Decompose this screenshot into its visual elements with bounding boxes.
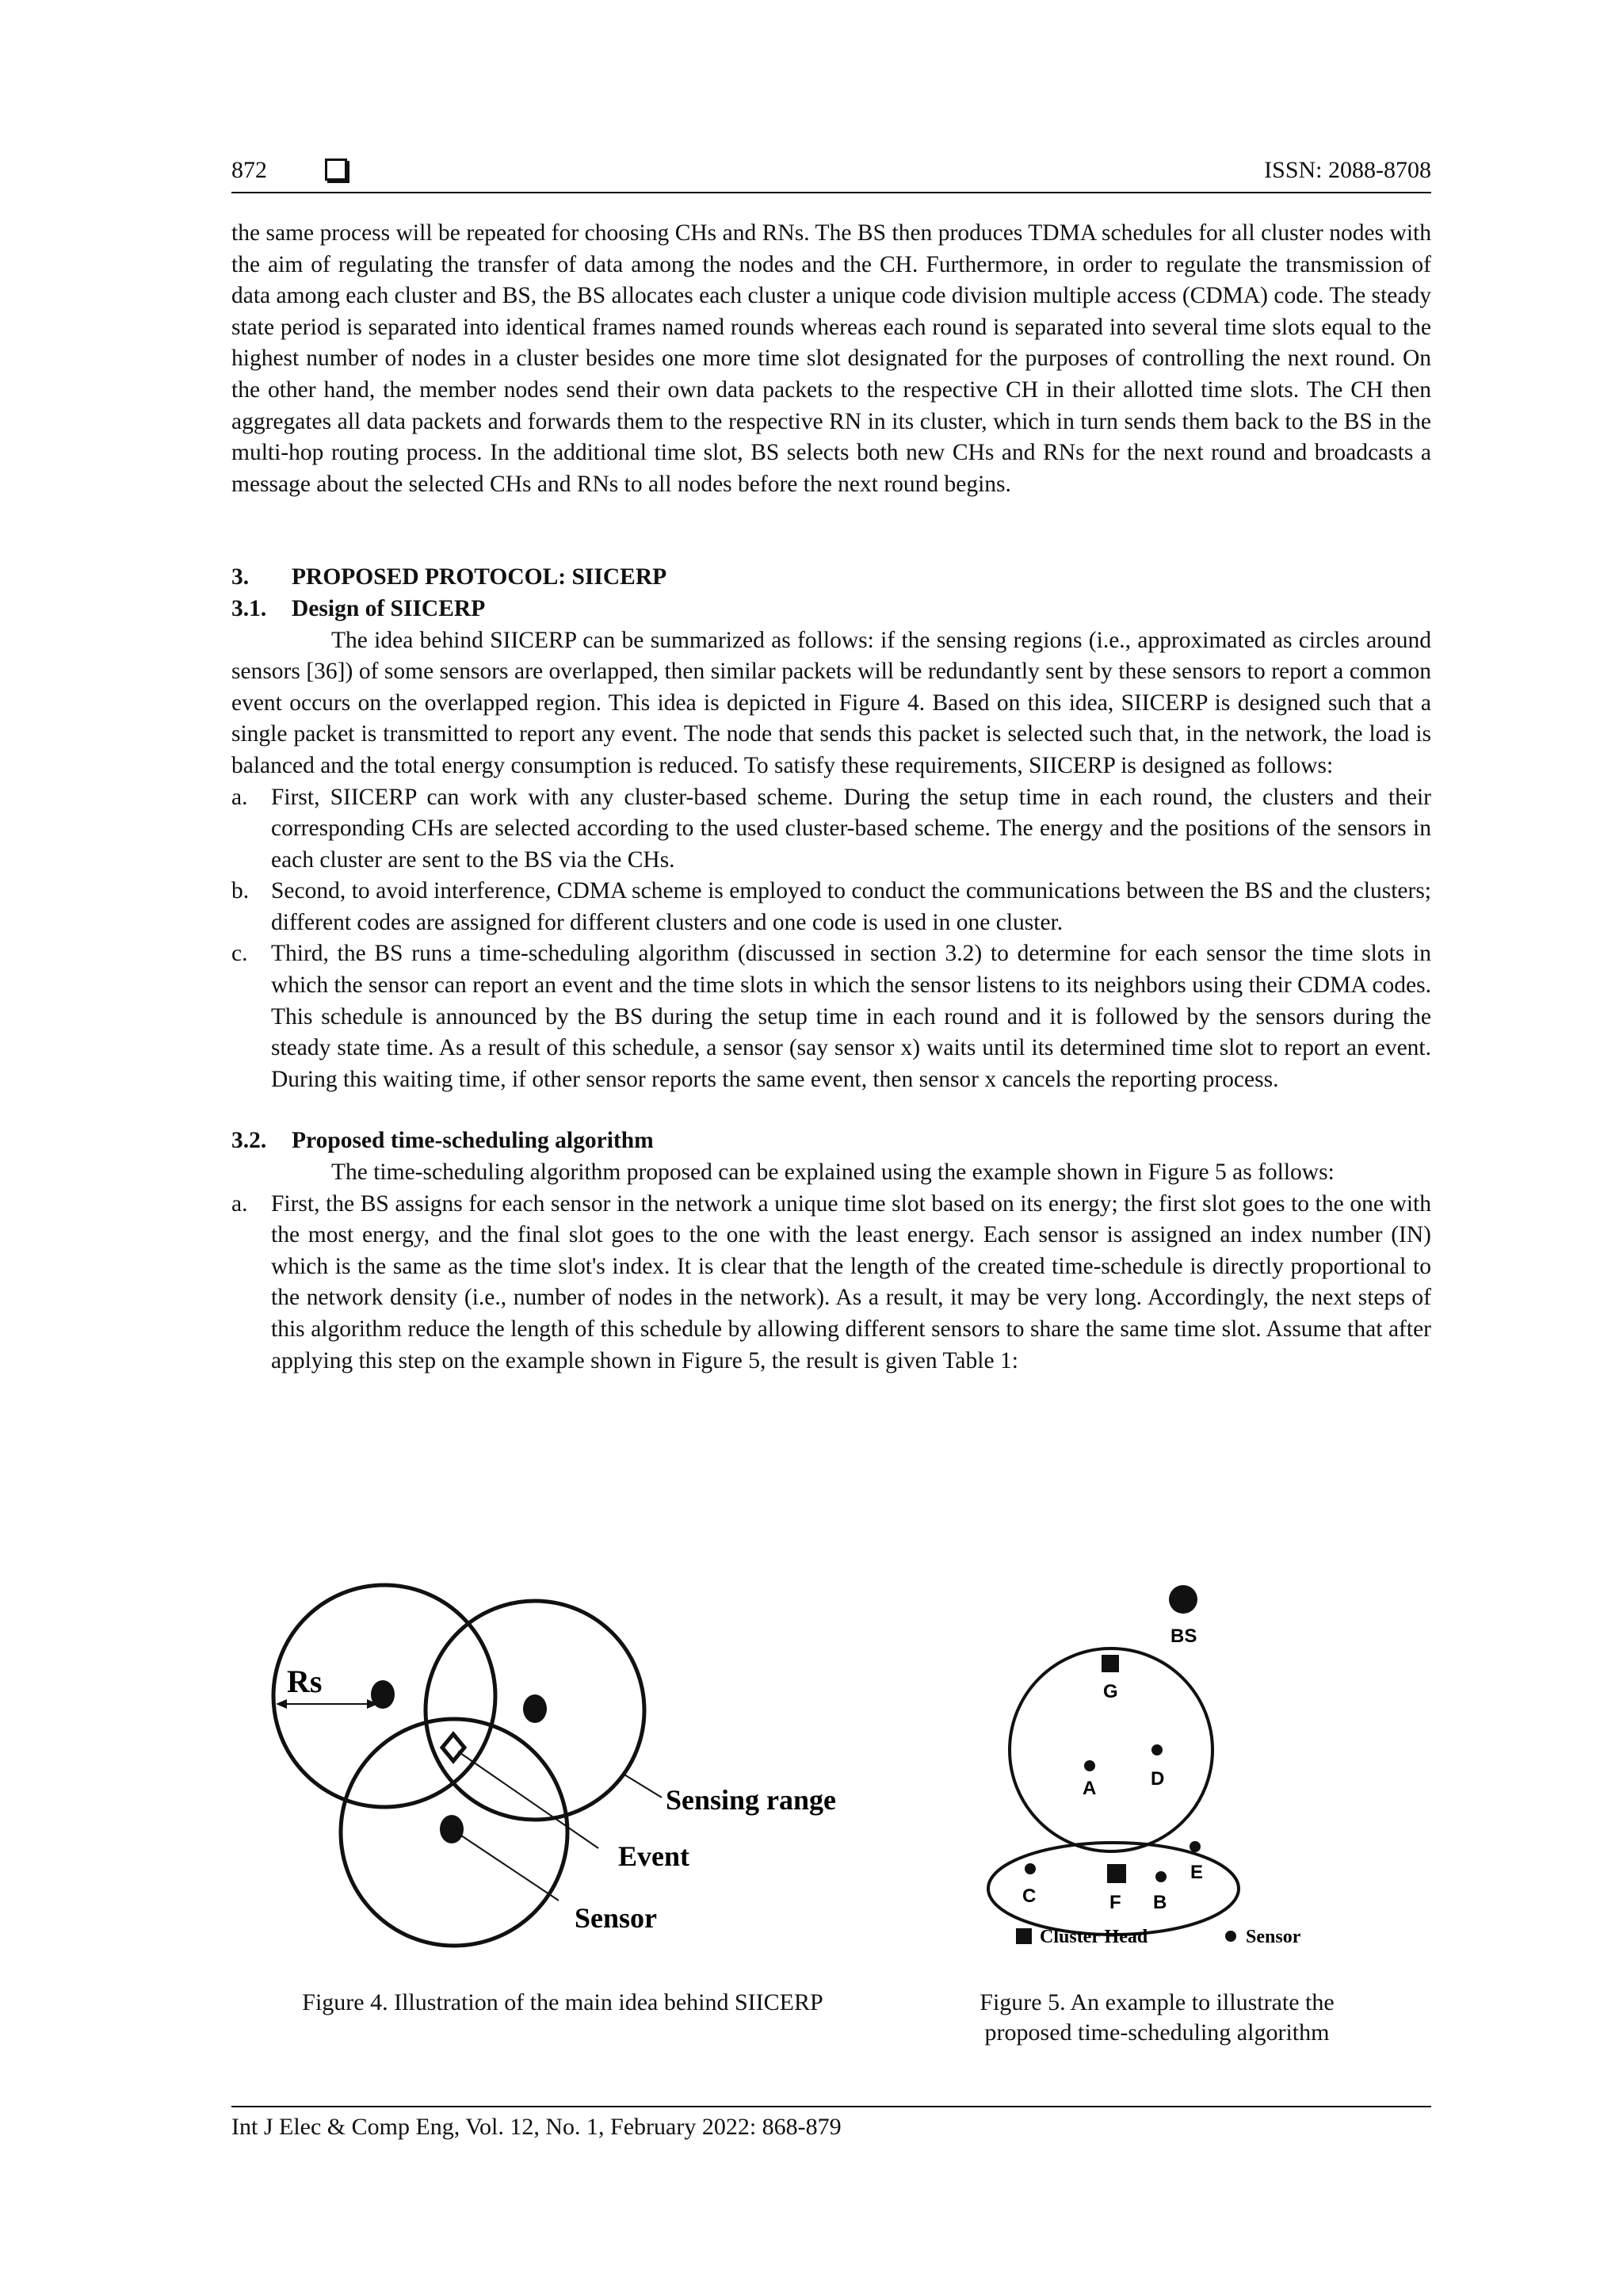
- figure-5-diagram: [983, 1577, 1331, 1958]
- subsection-title: Design of SIICERP: [292, 595, 486, 621]
- design-paragraph: The idea behind SIICERP can be summarized as follows: if the sensing regions (i.e., approximated as circles around sensors [36]) of some sensors are overlapped, then similar packets will be redundantly sent by these sensors to report a common event occurs on the overlapped region. This idea is depicted in Figure 4. Based on this idea, SIICERP is designed such that a single packet is transmitted to report any event. The node that sends this packet is selected such that, in the network, the load is balanced and the total energy consumption is reduced. To satisfy these requirements, SIICERP is designed as follows:: [231, 627, 1431, 778]
- legend-sensor-label: Sensor: [1246, 1927, 1301, 1947]
- list-item: [231, 876, 1431, 938]
- list-marker: c.: [231, 941, 248, 967]
- section-title: PROPOSED PROTOCOL: SIICERP: [292, 564, 667, 590]
- subsection-number: 3.1.: [231, 595, 267, 621]
- design-list: [231, 782, 1431, 1096]
- legend-sensor-dot: [1225, 1931, 1236, 1942]
- algorithm-paragraph: The time-scheduling algorithm proposed can be explained using the example shown in Figure 5 as follows:: [331, 1159, 1335, 1186]
- sensor-dot: [1084, 1760, 1095, 1771]
- node-label-f: F: [1109, 1892, 1121, 1913]
- figure-4-diagram: [254, 1569, 888, 1981]
- leader-line: [456, 1832, 559, 1901]
- list-item: [231, 1189, 1431, 1377]
- sensor-dot: [440, 1815, 464, 1843]
- list-item-text: First, the BS assigns for each sensor in the network a unique time slot based on its energy; the first slot goes to the one with the most energy, and the final slot goes to the one with the least energy. Each sensor is assigned an index number (IN) which is the same as the time slot's index. It is clear that the length of the created time-schedule is directly proportional to the network density (i.e., number of nodes in the network). As a result, it may be very long. Accordingly, the next steps of this algorithm reduce the length of this schedule by allowing different sensors to share the same time slot. Assume that after applying this step on the example shown in Figure 5, the result is given Table 1:: [271, 1190, 1431, 1373]
- algorithm-list: [231, 1189, 1431, 1377]
- leader-line: [623, 1774, 662, 1797]
- subsection-heading-3-1: [231, 594, 1431, 625]
- list-item-text: Second, to avoid interference, CDMA scheme is employed to conduct the communications between the BS and the clusters; different codes are assigned for different clusters and one code is used in one cluster.: [271, 878, 1431, 935]
- cluster-circle: [1010, 1648, 1212, 1851]
- list-marker: a.: [231, 784, 248, 810]
- subsection-number: 3.2.: [231, 1128, 267, 1154]
- cluster-head-square: [1102, 1655, 1119, 1672]
- rs-label: Rs: [287, 1664, 323, 1699]
- section-number: 3.: [231, 564, 250, 590]
- issn-label: ISSN: 2088-8708: [1264, 157, 1431, 183]
- sensor-label: Sensor: [575, 1902, 658, 1934]
- sensor-dot: [523, 1694, 547, 1723]
- section-heading: [231, 562, 1431, 594]
- figure-5-caption: [911, 1988, 1403, 2048]
- bs-label: BS: [1170, 1626, 1197, 1647]
- node-label-g: G: [1103, 1681, 1118, 1702]
- leader-line: [458, 1752, 598, 1848]
- event-diamond-icon: [442, 1734, 464, 1761]
- list-item: [231, 782, 1431, 877]
- figure-4-caption: [238, 1988, 888, 2018]
- arrow-head-icon: [276, 1699, 287, 1709]
- sensor-dot: [1155, 1871, 1167, 1882]
- sensing-range-label: Sensing range: [666, 1784, 837, 1816]
- body-text: [231, 218, 1431, 1377]
- page-footer: [231, 2106, 1431, 2141]
- list-item: [231, 938, 1431, 1095]
- event-label: Event: [618, 1840, 689, 1872]
- node-label-c: C: [1022, 1885, 1037, 1907]
- list-item-text: Third, the BS runs a time-scheduling algorithm (discussed in section 3.2) to determine for each sensor the time slots in which the sensor can report an event and the time slots in which the sensor listens to its neighbors using their CDMA codes. This schedule is announced by the BS during the setup time in each round and it is followed by the sensors during the steady state time. As a result of this schedule, a sensor (say sensor x) waits until its determined time slot to report an event. During this waiting time, if other sensor reports the same event, then sensor x cancels the reporting process.: [271, 941, 1431, 1092]
- legend-cluster-head-square: [1016, 1928, 1032, 1944]
- intro-paragraph: the same process will be repeated for choosing CHs and RNs. The BS then produces TDMA schedules for all cluster nodes with the aim of regulating the transfer of data among the nodes and the CH. Furthermore, in order to regulate the transmission of data among each cluster and BS, the BS allocates each cluster a unique code division multiple access (CDMA) code. The steady state period is separated into identical frames named rounds whereas each round is separated into several time slots equal to the highest number of nodes in a cluster besides one more time slot designated for the purposes of controlling the next round. On the other hand, the member nodes send their own data packets to the respective CH in their allotted time slots. The CH then aggregates all data packets and forwards them to the respective RN in its cluster, which in turn sends them back to the BS in the multi-hop routing process. In the additional time slot, BS selects both new CHs and RNs for the next round and broadcasts a message about the selected CHs and RNs to all nodes before the next round begins.: [231, 220, 1431, 497]
- caption-text: Figure 4. Illustration of the main idea behind SIICERP: [302, 1989, 823, 2015]
- sensor-dot: [1151, 1744, 1163, 1755]
- caption-line: proposed time-scheduling algorithm: [984, 2019, 1330, 2046]
- base-station-dot: [1169, 1585, 1197, 1614]
- cluster-head-square: [1107, 1864, 1126, 1883]
- subsection-title: Proposed time-scheduling algorithm: [292, 1128, 654, 1154]
- page-number: 872: [231, 157, 267, 183]
- caption-line: Figure 5. An example to illustrate the: [980, 1989, 1335, 2015]
- node-label-a: A: [1083, 1778, 1097, 1799]
- legend-cluster-head-label: Cluster Head: [1040, 1927, 1148, 1947]
- sensor-dot: [1025, 1863, 1036, 1874]
- list-marker: a.: [231, 1190, 248, 1217]
- node-label-b: B: [1153, 1892, 1167, 1913]
- node-label-d: D: [1151, 1768, 1165, 1790]
- page-header: [231, 154, 1431, 193]
- list-marker: b.: [231, 878, 250, 904]
- list-item-text: First, SIICERP can work with any cluster-based scheme. During the setup time in each round, the clusters and their corresponding CHs are selected according to the used cluster-based scheme. The energy and the positions of the sensors in each cluster are sent to the BS via the CHs.: [271, 784, 1431, 873]
- node-label-e: E: [1190, 1862, 1204, 1883]
- subsection-heading-3-2: [231, 1125, 1431, 1157]
- journal-citation: Int J Elec & Comp Eng, Vol. 12, No. 1, February 2022: 868-879: [231, 2114, 842, 2140]
- checkbox-square-icon: [325, 159, 347, 181]
- sensor-dot: [1190, 1841, 1201, 1852]
